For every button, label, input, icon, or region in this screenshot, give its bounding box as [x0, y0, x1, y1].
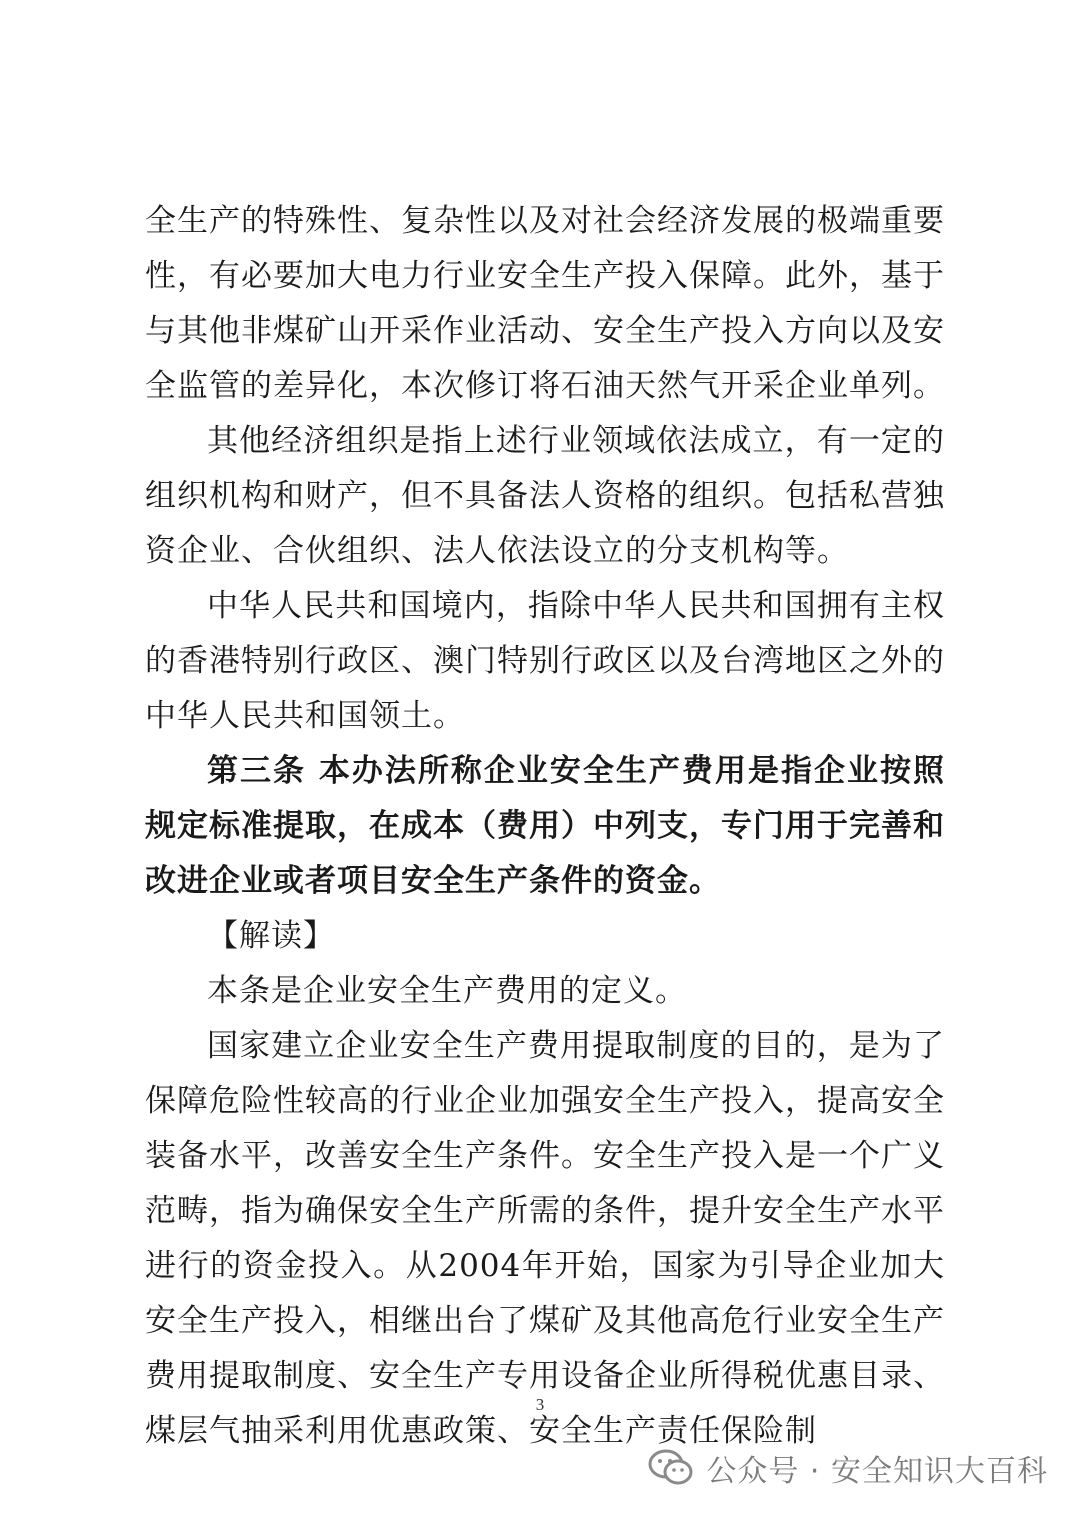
- paragraph: 中华人民共和国境内，指除中华人民共和国拥有主权的香港特别行政区、澳门特别行政区以及台湾地区之外的中华人民共和国领土。: [145, 588, 945, 734]
- article-number: 第三条: [207, 753, 307, 789]
- watermark: [648, 1446, 1048, 1490]
- body-text: [145, 194, 945, 1459]
- watermark-text: 公众号 · 安全知识大百科: [706, 1454, 1048, 1489]
- article-paragraph: [145, 744, 945, 909]
- paragraph: 本条是企业安全生产费用的定义。: [207, 973, 687, 1009]
- wechat-official-account-icon: [648, 1448, 694, 1488]
- article-text: 本办法所称企业安全生产费用是指企业按照规定标准提取，在成本（费用）中列支，专门用于完善和改进企业或者项目安全生产条件的资金。: [145, 753, 945, 899]
- page-number: 3: [535, 1395, 545, 1414]
- interpretation-heading: 【解读】: [207, 918, 335, 954]
- paragraph: 全生产的特殊性、复杂性以及对社会经济发展的极端重要性，有必要加大电力行业安全生产投入保障。此外，基于与其他非煤矿山开采作业活动、安全生产投入方向以及安全监管的差异化，本次修订将石油天然气开采企业单列。: [145, 203, 945, 404]
- paragraph: 其他经济组织是指上述行业领域依法成立，有一定的组织机构和财产，但不具备法人资格的组织。包括私营独资企业、合伙组织、法人依法设立的分支机构等。: [145, 423, 945, 569]
- paragraph: 国家建立企业安全生产费用提取制度的目的，是为了保障危险性较高的行业企业加强安全生产投入，提高安全装备水平，改善安全生产条件。安全生产投入是一个广义范畴，指为确保安全生产所需的条件，提升安全生产水平进行的资金投入。从2004年开始，国家为引导企业加大安全生产投入，相继出台了煤矿及其他高危行业安全生产费用提取制度、安全生产专用设备企业所得税优惠目录、煤层气抽采利用优惠政策、安全生产责任保险制: [145, 1028, 945, 1449]
